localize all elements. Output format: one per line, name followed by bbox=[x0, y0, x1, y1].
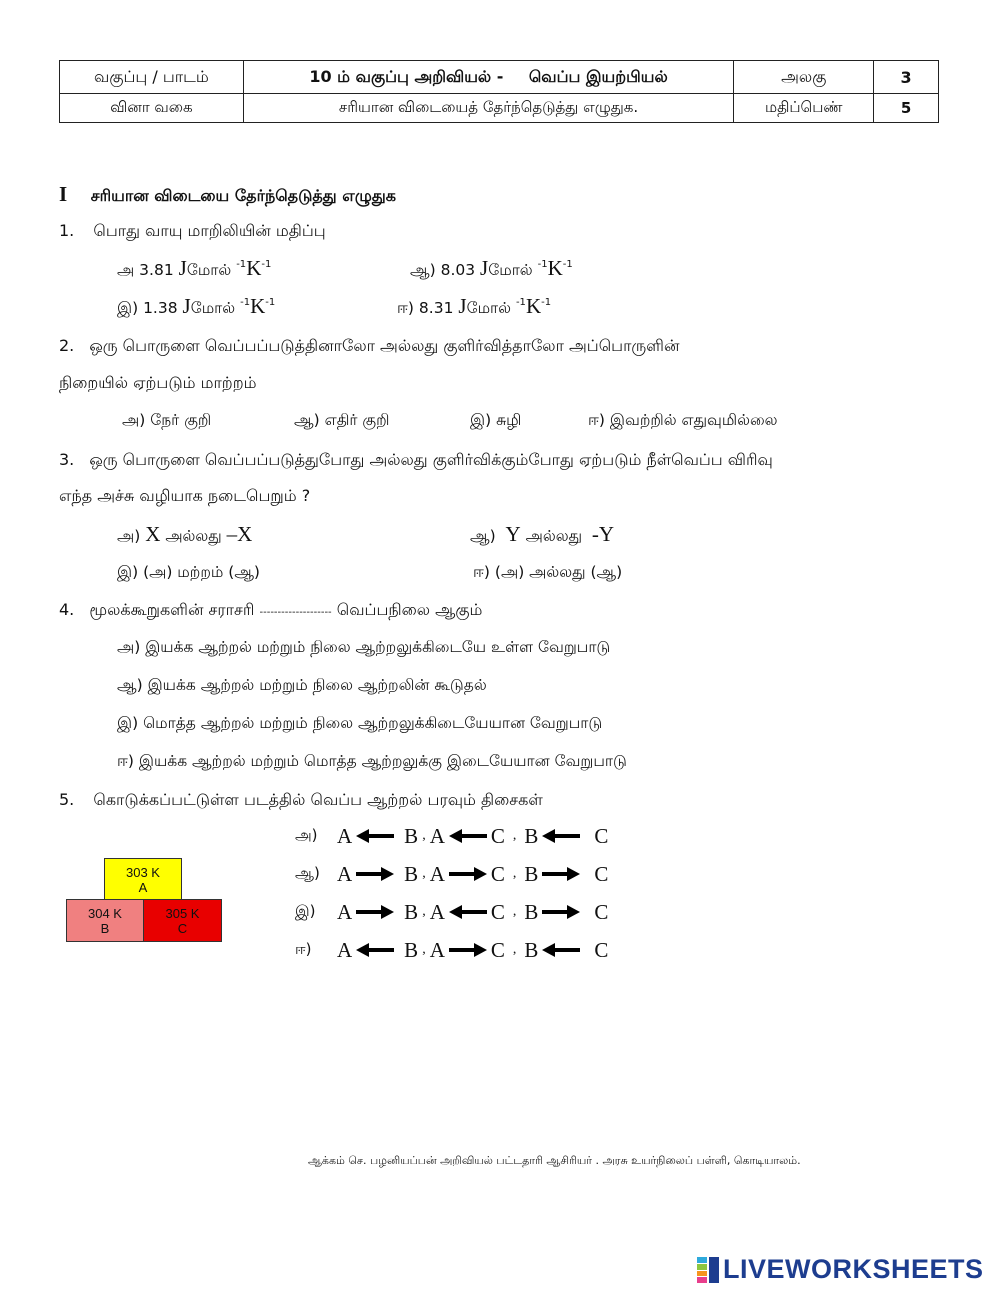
option-text: இயக்க ஆற்றல் மற்றும் மொத்த ஆற்றலுக்கு இடையேயான வேறுபாடு bbox=[138, 752, 627, 770]
block-letter: C bbox=[177, 921, 188, 936]
arrow-right-icon bbox=[542, 867, 580, 881]
question-3-continued: எந்த அச்சு வழியாக நடைபெறும் ? bbox=[59, 486, 311, 505]
arrow-left-icon bbox=[356, 943, 394, 957]
q4-option-d[interactable] bbox=[117, 752, 627, 772]
superscript: -1 bbox=[562, 259, 573, 270]
block-letter: A bbox=[138, 880, 148, 895]
q2-option-b[interactable] bbox=[294, 411, 389, 431]
unit-mol: மோல் bbox=[190, 299, 236, 317]
header-row-1 bbox=[60, 61, 939, 94]
arrow-left-icon bbox=[542, 943, 580, 957]
question-number: 5. bbox=[59, 790, 75, 809]
axis-symbol: –X bbox=[226, 522, 253, 546]
option-text: இயக்க ஆற்றல் மற்றும் நிலை ஆற்றலுக்கிடையே உள்ள வேறுபாடு bbox=[145, 638, 611, 656]
option-label: இ) bbox=[470, 411, 492, 429]
option-text: நேர் குறி bbox=[150, 411, 212, 429]
option-text: அல்லது bbox=[525, 527, 583, 545]
separator: , bbox=[422, 942, 426, 957]
q4-option-b[interactable] bbox=[117, 676, 487, 696]
logo-text: LIVEWORKSHEETS bbox=[723, 1254, 984, 1284]
point-label: C bbox=[594, 823, 609, 848]
header-table bbox=[59, 60, 939, 123]
point-label: A bbox=[337, 937, 353, 962]
block-temp: 304 K bbox=[88, 906, 122, 921]
question-3 bbox=[59, 450, 773, 471]
option-text: இயக்க ஆற்றல் மற்றும் நிலை ஆற்றலின் கூடுதல் bbox=[147, 676, 487, 694]
superscript: -1 bbox=[261, 259, 272, 270]
arrow-left-icon bbox=[449, 829, 487, 843]
option-label: இ) bbox=[117, 299, 139, 317]
superscript: -1 bbox=[240, 297, 251, 308]
point-label: B bbox=[404, 823, 419, 848]
marks-value: 5 bbox=[874, 94, 939, 123]
question-2-continued: நிறையில் ஏற்படும் மாற்றம் bbox=[59, 373, 257, 392]
point-label: A bbox=[337, 899, 353, 924]
question-number: 4. bbox=[59, 600, 75, 619]
point-label: A bbox=[429, 823, 445, 848]
question-type-label: வினா வகை bbox=[60, 94, 244, 123]
arrow-right-icon bbox=[356, 905, 394, 919]
option-label: ஆ) bbox=[410, 261, 436, 279]
option-text: (அ) அல்லது (ஆ) bbox=[494, 563, 623, 581]
option-label: ஆ) bbox=[295, 864, 320, 882]
option-label: அ bbox=[117, 261, 135, 279]
option-label: ஆ) bbox=[294, 411, 320, 429]
option-label: அ) bbox=[122, 411, 146, 429]
option-value: 1.38 bbox=[143, 299, 178, 317]
point-label: C bbox=[594, 861, 609, 886]
q3-option-d[interactable] bbox=[473, 563, 622, 583]
q3-option-c[interactable] bbox=[117, 563, 260, 583]
axis-symbol: Y bbox=[505, 522, 521, 546]
arrow-right-icon bbox=[449, 867, 487, 881]
option-text: மொத்த ஆற்றல் மற்றும் நிலை ஆற்றலுக்கிடையேயான வேறுபாடு bbox=[143, 714, 603, 732]
question-text: ஒரு பொருளை வெப்பப்படுத்துபோது அல்லது குளிர்விக்கும்போது ஏற்படும் நீள்வெப்ப விரிவு bbox=[89, 450, 773, 469]
separator: , bbox=[422, 904, 426, 919]
separator: , bbox=[422, 828, 426, 843]
point-label: C bbox=[594, 937, 609, 962]
option-text: அல்லது bbox=[165, 527, 222, 545]
option-value: 3.81 bbox=[139, 261, 174, 279]
block-b bbox=[66, 899, 144, 942]
superscript: -1 bbox=[515, 297, 526, 308]
point-label: A bbox=[337, 861, 353, 886]
section-numeral: I bbox=[59, 182, 68, 206]
topic: வெப்ப இயற்பியல் bbox=[528, 66, 668, 86]
question-2 bbox=[59, 336, 679, 357]
point-label: A bbox=[429, 937, 445, 962]
question-1 bbox=[59, 221, 326, 242]
option-label: இ) bbox=[295, 902, 316, 920]
separator: , bbox=[512, 904, 517, 919]
unit-j: J bbox=[458, 294, 467, 318]
q5-option-a[interactable] bbox=[295, 822, 608, 850]
point-label: C bbox=[490, 937, 505, 962]
q2-option-a[interactable] bbox=[122, 411, 211, 431]
option-label: ஈ) bbox=[473, 563, 490, 581]
option-label: இ) bbox=[117, 563, 139, 581]
point-label: B bbox=[404, 899, 419, 924]
liveworksheets-icon bbox=[697, 1257, 719, 1283]
block-letter: B bbox=[100, 921, 110, 936]
option-label: இ) bbox=[117, 714, 139, 732]
option-label: அ) bbox=[295, 826, 318, 844]
option-label: ஈ) bbox=[295, 940, 312, 958]
arrow-left-icon bbox=[356, 829, 394, 843]
unit-value: 3 bbox=[874, 61, 939, 94]
option-value: 8.31 bbox=[418, 299, 454, 317]
question-5 bbox=[59, 790, 543, 811]
q4-option-c[interactable] bbox=[117, 714, 602, 734]
option-value: 8.03 bbox=[440, 261, 476, 279]
separator: , bbox=[422, 866, 426, 881]
question-text: கொடுக்கப்பட்டுள்ள படத்தில் வெப்ப ஆற்றல் பரவும் திசைகள் bbox=[93, 790, 543, 809]
point-label: B bbox=[524, 937, 539, 962]
class-subject: 10 ம் வகுப்பு அறிவியல் - bbox=[309, 66, 504, 86]
point-label: B bbox=[404, 861, 419, 886]
answer-blank[interactable]: -------------------- bbox=[259, 607, 332, 618]
question-number: 1. bbox=[59, 221, 75, 240]
superscript: -1 bbox=[236, 259, 247, 270]
q3-option-b[interactable] bbox=[470, 522, 614, 547]
unit-k: K bbox=[250, 294, 266, 318]
question-number: 2. bbox=[59, 336, 75, 355]
question-text: பொது வாயு மாறிலியின் மதிப்பு bbox=[93, 221, 326, 240]
point-label: B bbox=[404, 937, 419, 962]
axis-symbol: -Y bbox=[591, 522, 615, 546]
unit-mol: மோல் bbox=[186, 261, 232, 279]
q1-option-c[interactable] bbox=[117, 294, 275, 319]
q5-option-d[interactable] bbox=[295, 936, 608, 964]
marks-label: மதிப்பெண் bbox=[734, 94, 874, 123]
q2-option-d[interactable] bbox=[588, 411, 778, 431]
question-text-after: வெப்பநிலை ஆகும் bbox=[336, 600, 483, 619]
unit-k: K bbox=[246, 256, 262, 280]
liveworksheets-logo[interactable] bbox=[697, 1254, 984, 1285]
block-a bbox=[104, 858, 182, 900]
arrow-right-icon bbox=[449, 943, 487, 957]
question-text: ஒரு பொருளை வெப்பப்படுத்தினாலோ அல்லது குளிர்வித்தாலோ அப்பொருளின் bbox=[89, 336, 680, 355]
point-label: C bbox=[490, 861, 505, 886]
q3-option-a[interactable] bbox=[117, 522, 252, 547]
point-label: A bbox=[429, 899, 445, 924]
option-label: அ) bbox=[117, 638, 141, 656]
point-label: C bbox=[490, 823, 505, 848]
block-temp: 303 K bbox=[126, 865, 160, 880]
unit-j: J bbox=[178, 256, 187, 280]
q5-option-b[interactable] bbox=[295, 860, 608, 888]
arrow-right-icon bbox=[542, 905, 580, 919]
question-text: மூலக்கூறுகளின் சராசரி bbox=[89, 600, 255, 619]
block-c bbox=[143, 899, 222, 942]
superscript: -1 bbox=[541, 297, 552, 308]
separator: , bbox=[512, 942, 517, 957]
point-label: C bbox=[594, 899, 609, 924]
option-text: (அ) மற்றம் (ஆ) bbox=[143, 563, 260, 581]
q4-option-a[interactable] bbox=[117, 638, 610, 658]
question-number: 3. bbox=[59, 450, 75, 469]
class-subject-cell bbox=[243, 61, 734, 94]
option-label: ஈ) bbox=[588, 411, 605, 429]
section-heading bbox=[59, 182, 396, 207]
q1-option-d[interactable] bbox=[397, 294, 551, 319]
point-label: B bbox=[524, 823, 539, 848]
section-title: சரியான விடையை தேர்ந்தெடுத்து எழுதுக bbox=[90, 186, 396, 205]
subject-label: வகுப்பு / பாடம் bbox=[60, 61, 244, 94]
unit-j: J bbox=[480, 256, 489, 280]
option-label: ஈ) bbox=[117, 752, 134, 770]
option-label: அ) bbox=[117, 527, 141, 545]
header-row-2 bbox=[60, 94, 939, 123]
unit-j: J bbox=[182, 294, 191, 318]
unit-mol: மோல் bbox=[488, 261, 533, 279]
unit-label: அலகு bbox=[734, 61, 874, 94]
question-type-value: சரியான விடையைத் தேர்ந்தெடுத்து எழுதுக. bbox=[243, 94, 734, 123]
q2-option-c[interactable] bbox=[470, 411, 521, 431]
option-label: ஆ) bbox=[117, 676, 143, 694]
point-label: C bbox=[490, 899, 505, 924]
question-4 bbox=[59, 600, 482, 621]
q1-option-b[interactable] bbox=[410, 256, 573, 281]
separator: , bbox=[512, 828, 517, 843]
separator: , bbox=[512, 866, 517, 881]
option-label: ஈ) bbox=[397, 299, 414, 317]
superscript: -1 bbox=[537, 259, 548, 270]
axis-symbol: X bbox=[145, 522, 161, 546]
arrow-right-icon bbox=[356, 867, 394, 881]
unit-k: K bbox=[547, 256, 563, 280]
point-label: A bbox=[337, 823, 353, 848]
unit-k: K bbox=[525, 294, 542, 318]
q5-option-c[interactable] bbox=[295, 898, 608, 926]
arrow-left-icon bbox=[542, 829, 580, 843]
unit-mol: மோல் bbox=[466, 299, 512, 317]
arrow-left-icon bbox=[449, 905, 487, 919]
point-label: B bbox=[524, 861, 539, 886]
option-text: இவற்றில் எதுவுமில்லை bbox=[609, 411, 778, 429]
option-label: ஆ) bbox=[470, 527, 496, 545]
block-temp: 305 K bbox=[165, 906, 200, 921]
point-label: A bbox=[429, 861, 445, 886]
point-label: B bbox=[524, 899, 539, 924]
option-text: சுழி bbox=[496, 411, 522, 429]
superscript: -1 bbox=[265, 297, 276, 308]
q1-option-a[interactable] bbox=[117, 256, 271, 281]
option-text: எதிர் குறி bbox=[324, 411, 390, 429]
author-credit: ஆக்கம் செ. பழனியப்பன் அறிவியல் பட்டதாரி ஆசிரியர் . அரசு உயர்நிலைப் பள்ளி, கொடியாலம். bbox=[308, 1154, 801, 1167]
